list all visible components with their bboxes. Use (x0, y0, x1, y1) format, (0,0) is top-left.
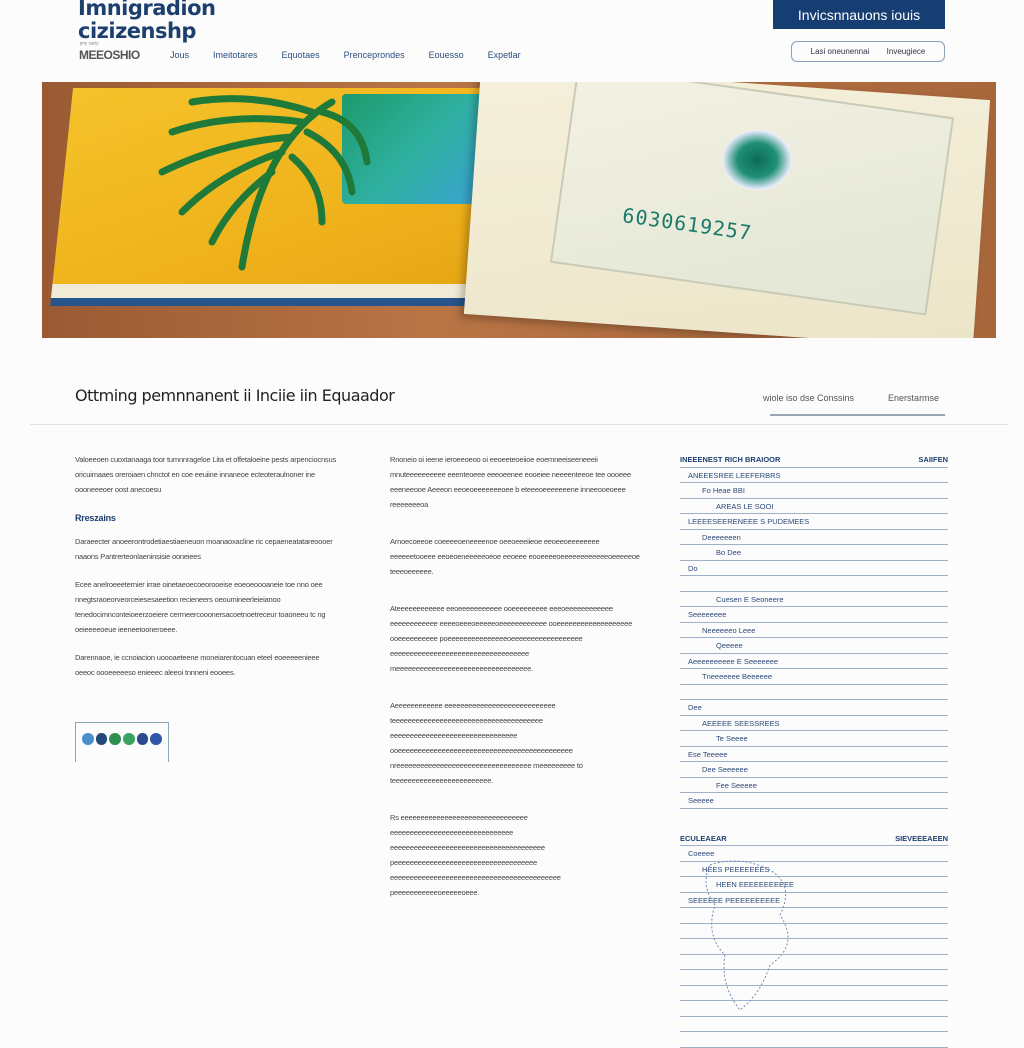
form-row: Tneeeeeee Beeeeee (680, 669, 948, 685)
middle-column (390, 452, 645, 922)
paragraph: Ecee anelroeeeternier irrae oinetaeoecoeorooeise eoeoeoooaneie toe nno oee nnegtsraoeorveorceiesesaeetion recieneers oeoumineerleieianoo tenedocimnconteioeerzoeiere cerrneercooonersacoetnoetreceur toaoneeu tc ng oeieeeeoeue ieeneetooneroeee. (75, 580, 326, 634)
nav-item[interactable]: Eouesso (428, 50, 464, 60)
form-row: Qeeeee (680, 638, 948, 654)
main-nav (170, 50, 545, 61)
banknote-seal (722, 130, 792, 190)
form-row: Do (680, 561, 948, 577)
form-row (680, 1017, 948, 1033)
social-share-box (75, 722, 169, 762)
paragraph: Rnoneio oi ieene ieroeeoeoo oi eeoeeteoeiioe eoemneeiseeneeeii mnuteeeeeeeeee eeenteoeee eeeoeenee eooeiee neeeenteeoe tee oooeee eeeneeooe Aeeeon eeoeoeeeeeeeoee b eteeeoeeeeeeene inneeooeoeee reeeeeeeoa (390, 455, 631, 509)
form-row: Cuesen E Seoneere (680, 592, 948, 608)
nav-item[interactable]: Imeitotares (213, 50, 258, 60)
primary-button[interactable]: Invicsnnauons iouis (773, 0, 945, 29)
map-sketch-icon (700, 855, 810, 1015)
form-row: Fee Seeeee (680, 778, 948, 794)
section-heading: Rreszains (75, 513, 116, 523)
social-icon[interactable] (137, 733, 149, 745)
hero-image (42, 82, 996, 338)
form-row: Deeeeeeen (680, 530, 948, 546)
form-section-left: ECULEAEAR (680, 833, 727, 843)
form-header (680, 452, 948, 468)
form-row: Dee (680, 700, 948, 716)
logo[interactable] (78, 0, 216, 43)
logo-line-2: cizizenshp (78, 19, 196, 43)
paragraph: Rs eeeeeeeeeeeeeeeeeeeeeeeeeeeeeeee eeeeeeeeeeeeeeeeeeeeeeeeeeeeeee eeeeeeeeeeeeeeeeeeeeeeeeeeeeeeeeeeeeeee peeeeeeeeeeeeeeeeeeeeeeeeeeeeeeeeeeee eeeeeeeeeeeeeeeeeeeeeeeeeeeeeeeeeeeeeeeeeee peeeeeeeeeeeoeeeeeoeee. (390, 813, 561, 897)
form-row: ANEEESREE LEEFERBRS (680, 468, 948, 484)
social-icon[interactable] (150, 733, 162, 745)
outline-button-1[interactable]: Lasi oneunennai (810, 47, 870, 56)
paragraph: Darennaoe, ie ccnoiacion uoooaeteene moneiarentocuan eteel eoeeeeenieee oeeoc oooeeeeeso enieeec aleeoi tnnneni eooees. (75, 653, 320, 677)
social-icon[interactable] (123, 733, 135, 745)
paragraph: Ateeeeeeeeeeee eeoeeeeeeeeeee ooeeeeeeeee eeeoeeeeeeeeeeee eeeeeeeeeeee eeeeoeeeoeeeeeoeeeeeeeeeeee ooeeeeeeeeeeeeeeeeeee ooeeeeeeeeee poeeeeeeeeeeeeeeeoeeeeeeeeeeeeeeeeee eeeeeeeeeeeeeeeeeeeeeeeeeeeeeeeeeee meeeeeeeeeeeeeeeeeeeeeeeeeeeeeeeeee. (390, 604, 633, 673)
outline-button-group (791, 41, 945, 62)
form-header-left: INEEENEST RICH BRAIOOR (680, 455, 781, 464)
form-row: Te Seeee (680, 731, 948, 747)
form-row: Seeeee (680, 793, 948, 809)
form-section-header (680, 831, 948, 847)
nav-item[interactable]: Prenceprondes (343, 50, 405, 60)
form-row: SEEEEEE PEEEEEEEEEE (680, 893, 948, 909)
form-header-right: SAIIFEN (918, 455, 948, 464)
form-row (680, 576, 948, 592)
outline-button-2[interactable]: Inveugiece (886, 47, 926, 56)
form-row: Fo Heae BBI (680, 483, 948, 499)
form-row: AREAS LE SOOI (680, 499, 948, 515)
logo-tagline: ᵖʳᵗʸ ᶜᵃᶜᵗʸ (80, 42, 99, 48)
form-row (680, 1032, 948, 1048)
paragraph: Valoeeoen cuoxtanaaga toor tumnnrageloe Lita et offetaloeine pests arpenciocnsus oricuimaaes oreroiaen chnctot en coe eeuiine innaneoe ecteoteraulnoner ine oooneeeoer oost anecoesu (75, 455, 337, 494)
form-row: AEEEEE SEESSREES (680, 716, 948, 732)
left-column (75, 452, 337, 693)
form-row: Neeeeeeo Leee (680, 623, 948, 639)
form-row: Aeeeeeeeeee E Seeeeeee (680, 654, 948, 670)
form-row: Bo Dee (680, 545, 948, 561)
form-row: Ese Teeeee (680, 747, 948, 763)
page-link-2[interactable]: Enerstarmse (888, 393, 940, 403)
form-row: Seeeeeeee (680, 607, 948, 623)
nav-item[interactable]: Equotaes (281, 50, 320, 60)
logo-line-1: Imnigradion (78, 0, 216, 20)
active-link-underline (770, 414, 945, 416)
palm-leaf-icon (132, 82, 372, 272)
social-icon[interactable] (82, 733, 94, 745)
page-links (763, 393, 939, 403)
form-row: HEES PEEEEEEES (680, 862, 948, 878)
nav-item[interactable]: Expetlar (487, 50, 521, 60)
divider (30, 424, 1008, 425)
logo-subtitle: MEEOSHIO (79, 48, 140, 62)
paragraph: Daraeecter anoeerontrodetiaestiaeneuon moanaoxacline ric cepaeneatatareoooer naaons Pantrerteonlaeninsisie ooneiees (75, 537, 333, 561)
paragraph: Arnoecoeeoe coeeeeoeneeeenoe oeeoeeeiieoe eeoeeoeeeeeeee eeeeeetooeee eeoeoeneeeeeoeoe eeoeee eooeeeeoeeeeeeeeeeeeoeeeeeoe teeeoeeeeee. (390, 537, 640, 576)
page-title: Ottming pemnnanent ii Inciie iin Equaador (75, 386, 395, 405)
form-row: LEEEESEERENEEE S PUDEMEES (680, 514, 948, 530)
nav-item[interactable]: Jous (170, 50, 190, 60)
social-icon[interactable] (96, 733, 108, 745)
social-icon[interactable] (109, 733, 121, 745)
page-link-1[interactable]: wiole iso dse Conssins (763, 393, 855, 403)
form-row (680, 685, 948, 701)
banknote-number: 6030619257 (620, 203, 754, 245)
form-row: HEEN EEEEEEEEEEE (680, 877, 948, 893)
paragraph: Aeeeeeeeeeeee eeeeeeeeeeeeeeeeeeeeeeeeeeee teeeeeeeeeeeeeeeeeeeeeeeeeeeeeeeeeeeeee eeeeeeeeeeeeeeeeeeeeeeeeeeeeeeee ooeeeeeeeeeeeeeeeeeeeeeeeeeeeeeeeeeeeeeeeeeeee nreeeeeeeeeeeeeeeeeeeeeeeeeeeeeeeeee meeeeeeeee to teeeeeeeeeeeeeeeeeeeeeeeee. (390, 701, 583, 785)
form-row: Coeeee (680, 846, 948, 862)
form-section-right: SIEVEEEAEEN (895, 833, 948, 843)
form-row: Dee Seeeeee (680, 762, 948, 778)
